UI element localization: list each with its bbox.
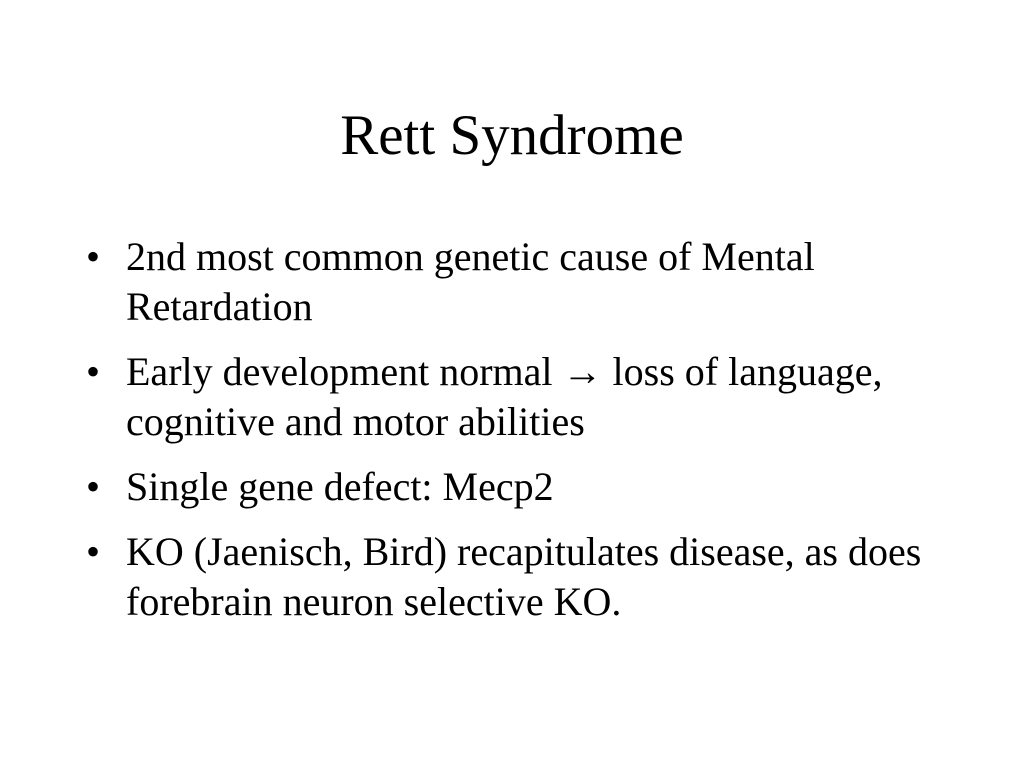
bullet-dot-icon: • bbox=[86, 529, 101, 574]
bullet-item bbox=[86, 527, 966, 627]
bullet-text: 2nd most common genetic cause of Mental Retardation bbox=[126, 234, 815, 329]
slide-title: Rett Syndrome bbox=[340, 104, 684, 167]
bullet-text: KO (Jaenisch, Bird) recapitulates disease, as does forebrain neuron selective KO. bbox=[126, 529, 922, 624]
bullet-item bbox=[86, 232, 966, 332]
bullet-item bbox=[86, 462, 966, 512]
bullet-dot-icon: • bbox=[86, 464, 101, 509]
bullet-text: Early development normal → loss of language, cognitive and motor abilities bbox=[126, 349, 883, 444]
bullet-dot-icon: • bbox=[86, 349, 101, 394]
bullet-item bbox=[86, 347, 966, 447]
bullet-text: Single gene defect: Mecp2 bbox=[126, 464, 554, 509]
bullet-dot-icon: • bbox=[86, 234, 101, 279]
bullet-list bbox=[86, 232, 966, 642]
